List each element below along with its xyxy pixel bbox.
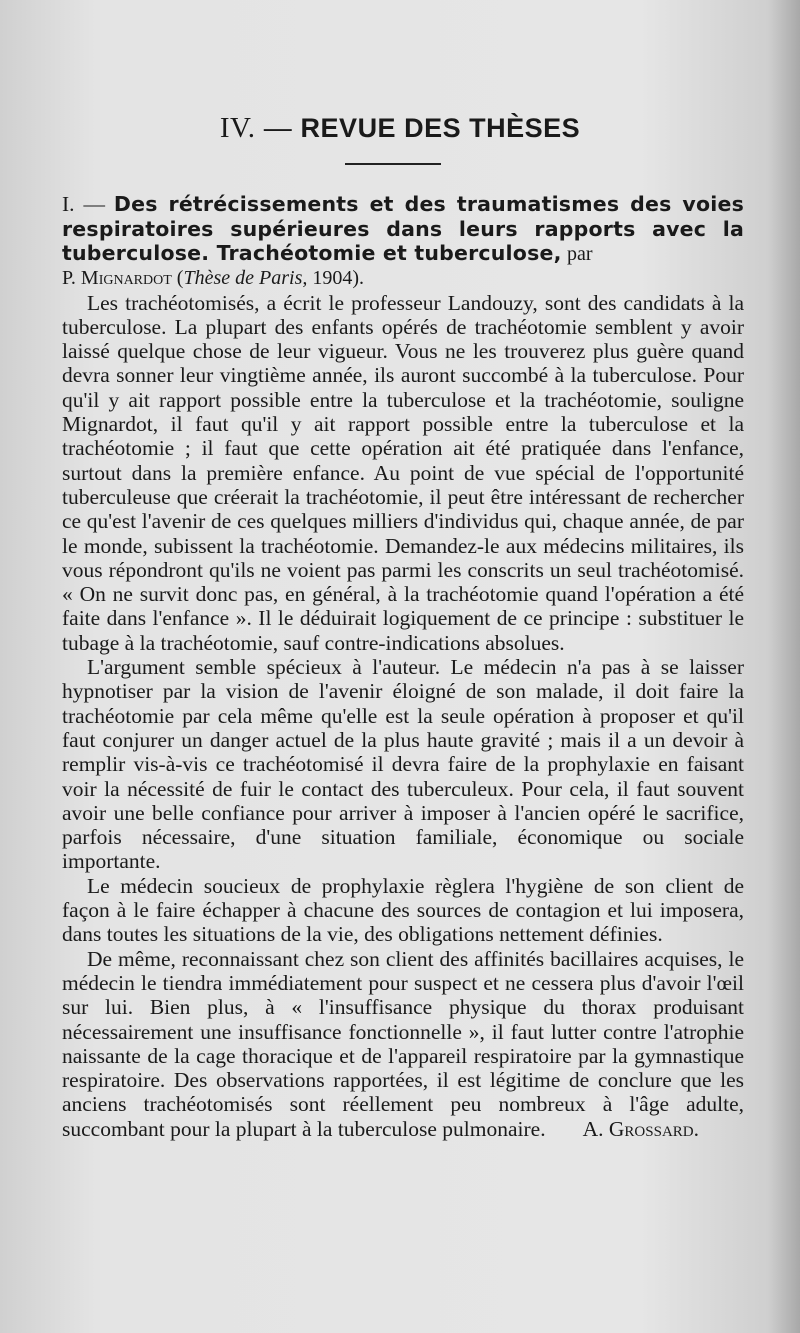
paragraph-2: L'argument semble spécieux à l'auteur. Le médecin n'a pas à se laisser hypnotiser par la vision de l'avenir éloigné de son malade, il doit faire la trachéotomie par cela même qu'elle est la seule opération à proposer et qu'il faut conjurer un danger actuel de la plus haute gravité ; mais il a un devoir à remplir vis-à-vis ce trachéotomisé il devra faire de la prophylaxie en faisant voir la nécessité de fuir le contact des tuberculeux. Pour cela, il faut souvent avoir une belle confiance pour arriver à imposer à l'ancien opéré le sacrifice, parfois nécessaire, d'une situation familiale, économique ou sociale importante. — [62, 655, 744, 874]
article-number: I. — — [62, 192, 105, 216]
article-par: par — [566, 243, 593, 265]
section-heading — [0, 112, 800, 145]
article — [62, 192, 744, 1141]
source-year: 1904). — [312, 267, 365, 290]
heading-dash: — — [263, 112, 293, 143]
heading-rule — [345, 163, 441, 165]
article-title — [62, 192, 744, 266]
paragraph-4-text: De même, reconnaissant chez son client des affinités bacillaires acquises, le médecin le tiendra immédiatement pour suspect et ne cessera plus d'avoir l'œil sur lui. Bien plus, à « l'insuffisance physique du thorax produisant nécessairement une insuffisance fonctionnelle », il faut lutter contre l'atrophie naissante de la cage thoracique et de l'appareil respiratoire par la gymnastique respiratoire. Des observations rapportées, il est légitime de conclure que les anciens trachéotomisés sont réellement peu nombreux à l'âge adulte, succombant pour la plupart à la tuberculose pulmonaire. — [62, 946, 744, 1141]
paragraph-1: Les trachéotomisés, a écrit le professeur Landouzy, sont des candidats à la tuberculose. La plupart des enfants opérés de trachéotomie semblent y avoir laissé quelque chose de leur vigueur. Vous ne les trouverez plus guère quand devra sonner leur vingtième année, ils auront succombé à la tuberculose. Pour qu'il y ait rapport possible entre la tuberculose et la trachéotomie, souligne Mignardot, il faut qu'il y ait rapport possible entre la tuberculose et la trachéotomie ; il faut que cette opération ait été pratiquée dans l'enfance, surtout dans la première enfance. Au point de vue spécial de l'opportunité tuberculeuse que créerait la trachéotomie, il peut être intéressant de rechercher ce qu'est l'avenir de ces quelques milliers d'individus qui, chaque année, de par le monde, subissent la trachéotomie. Demandez-le aux médecins militaires, ils vous répondront qu'ils ne voient pas parmi les conscrits un seul trachéotomisé. « On ne survit donc pas, en général, à la trachéotomie quand l'opération a été faite dans l'enfance ». Il le déduirait logiquement de ce principe : substituer le tubage à la trachéotomie, sauf contre-indications absolues. — [62, 290, 744, 655]
article-title-text: Des rétrécissements et des traumatismes des voies respiratoires supérieures dans leurs rapports avec la tuberculose. Trachéotomie et tuberculose, — [62, 192, 744, 265]
signature: A. Grossard. — [582, 1116, 699, 1141]
article-byline: P. Mignardot (Thèse de Paris, 1904). — [62, 267, 365, 290]
section-number: IV. — [219, 112, 256, 144]
source-italic: Thèse de Paris, — [183, 267, 308, 290]
paragraph-3: Le médecin soucieux de prophylaxie règlera l'hygiène de son client de façon à le faire échapper à chacune des sources de contagion et lui imposera, dans toutes les situations de la vie, des obligations nettement définies. — [62, 873, 744, 947]
paragraph-4 — [62, 947, 744, 1141]
author-initial: P. — [62, 267, 76, 290]
author-name: Mignardot — [80, 267, 172, 290]
section-title: REVUE DES THÈSES — [300, 113, 581, 143]
